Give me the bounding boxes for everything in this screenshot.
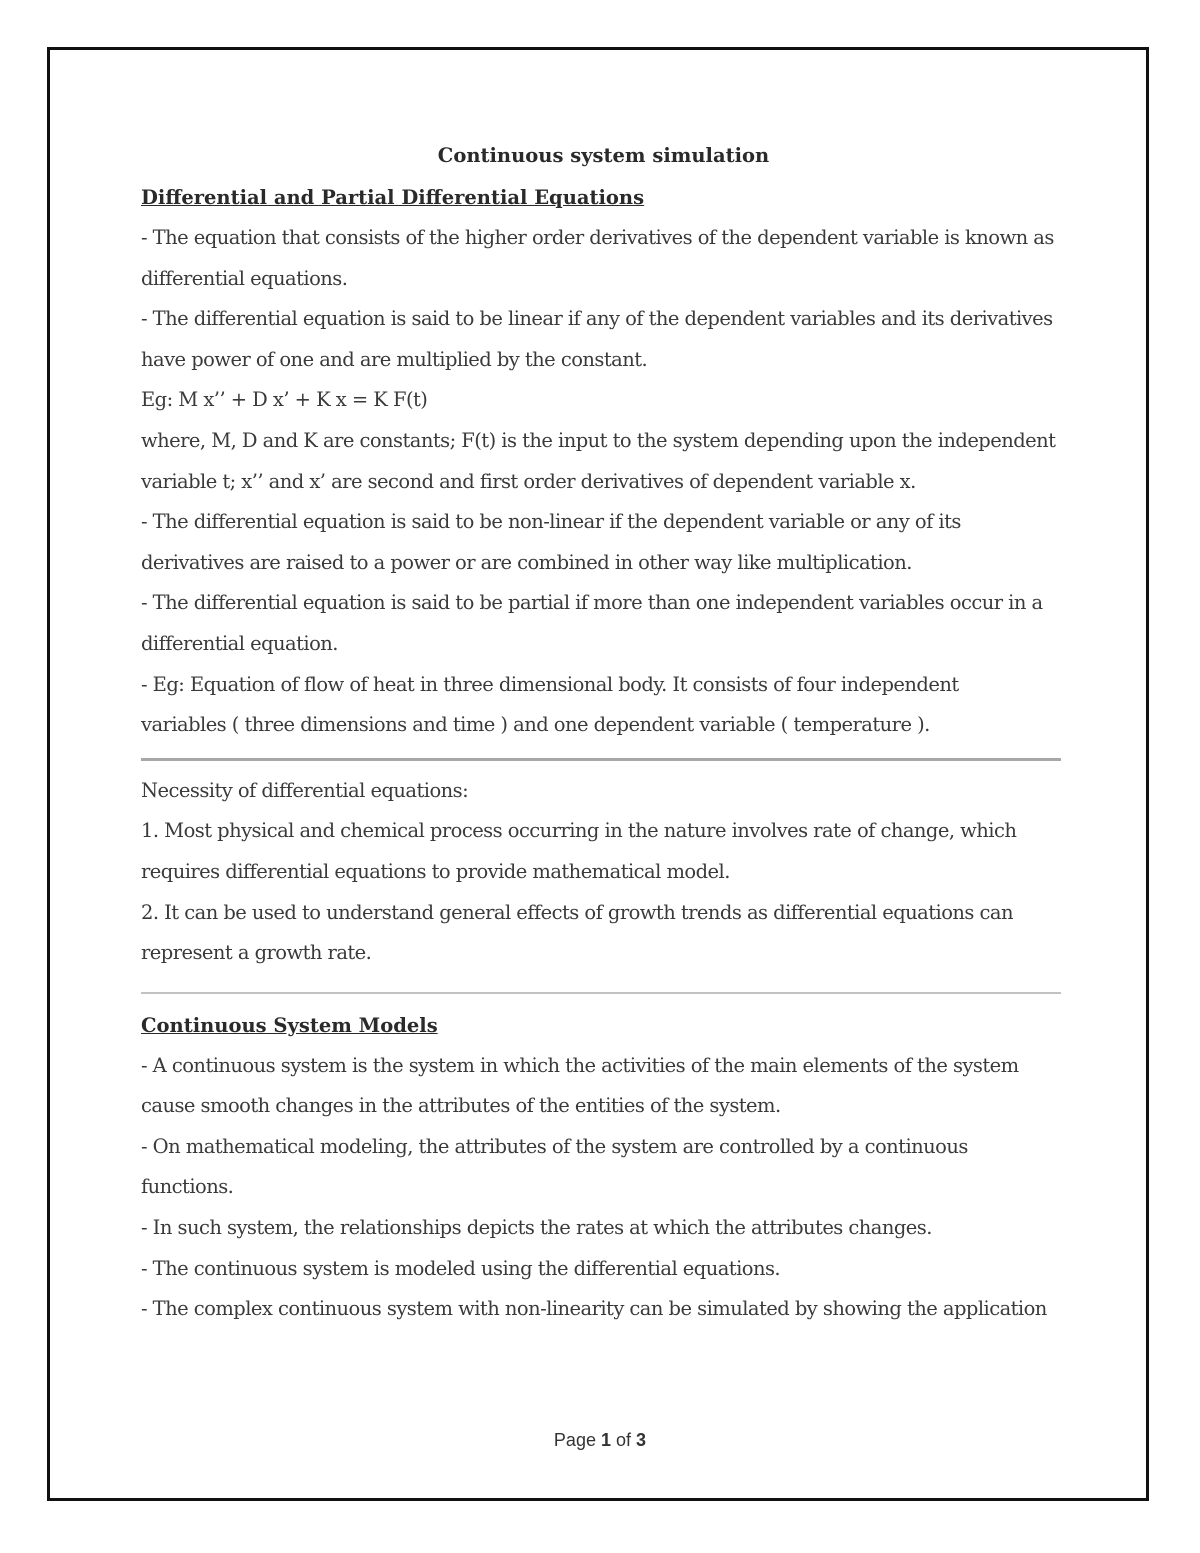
section-heading-differential-equations: Differential and Partial Differential Equations <box>141 186 645 209</box>
paragraph-line: variable t; x’’ and x’ are second and first order derivatives of dependent variable x. <box>141 469 916 493</box>
page-footer <box>0 1430 1200 1451</box>
paragraph-line: 2. It can be used to understand general effects of growth trends as differential equations can <box>141 900 1013 924</box>
page-label: Page <box>553 1430 596 1450</box>
page-number: 1 <box>600 1430 611 1450</box>
document-title: Continuous system simulation <box>437 144 770 167</box>
section-differential-equations <box>141 218 1066 746</box>
paragraph-line: derivatives are raised to a power or are combined in other way like multiplication. <box>141 550 912 574</box>
paragraph-line: - The differential equation is said to be partial if more than one independent variables occur in a <box>141 591 1043 615</box>
paragraph-line: variables ( three dimensions and time ) and one dependent variable ( temperature ). <box>141 713 930 737</box>
section-continuous-system-models <box>141 1046 1066 1330</box>
paragraph-line: - The equation that consists of the higher order derivatives of the dependent variable is known as <box>141 226 1054 249</box>
paragraph-line: 1. Most physical and chemical process occurring in the nature involves rate of change, which <box>141 819 1017 843</box>
paragraph-line: differential equations. <box>141 266 348 290</box>
page-total: 3 <box>636 1430 647 1450</box>
paragraph-line: - The continuous system is modeled using the differential equations. <box>141 1256 781 1280</box>
paragraph-line: - The differential equation is said to be non-linear if the dependent variable or any of its <box>141 510 961 534</box>
paragraph-line: - On mathematical modeling, the attributes of the system are controlled by a continuous <box>141 1134 968 1158</box>
paragraph-line: - The differential equation is said to be linear if any of the dependent variables and its derivatives <box>141 307 1053 331</box>
paragraph-line: where, M, D and K are constants; F(t) is the input to the system depending upon the independent <box>141 428 1056 452</box>
section-subtitle-necessity: Necessity of differential equations: <box>141 778 469 802</box>
section-divider <box>141 758 1061 761</box>
section-necessity <box>141 771 1066 974</box>
paragraph-line: represent a growth rate. <box>141 941 372 965</box>
paragraph-line: - Eg: Equation of flow of heat in three dimensional body. It consists of four independent <box>141 672 959 696</box>
equation-line: Eg: M x’’ + D x’ + K x = K F(t) <box>141 388 428 412</box>
document-body <box>141 138 1066 1330</box>
paragraph-line: cause smooth changes in the attributes of the entities of the system. <box>141 1094 781 1118</box>
paragraph-line: - A continuous system is the system in which the activities of the main elements of the system <box>141 1053 1019 1077</box>
of-label: of <box>616 1430 632 1450</box>
paragraph-line: - The complex continuous system with non-linearity can be simulated by showing the application <box>141 1297 1047 1321</box>
paragraph-line: have power of one and are multiplied by the constant. <box>141 347 648 371</box>
section-divider <box>141 992 1061 994</box>
paragraph-line: requires differential equations to provide mathematical model. <box>141 859 730 883</box>
paragraph-line: differential equation. <box>141 631 338 655</box>
section-heading-continuous-system-models: Continuous System Models <box>141 1013 438 1037</box>
paragraph-line: functions. <box>141 1175 234 1199</box>
paragraph-line: - In such system, the relationships depicts the rates at which the attributes changes. <box>141 1216 932 1240</box>
